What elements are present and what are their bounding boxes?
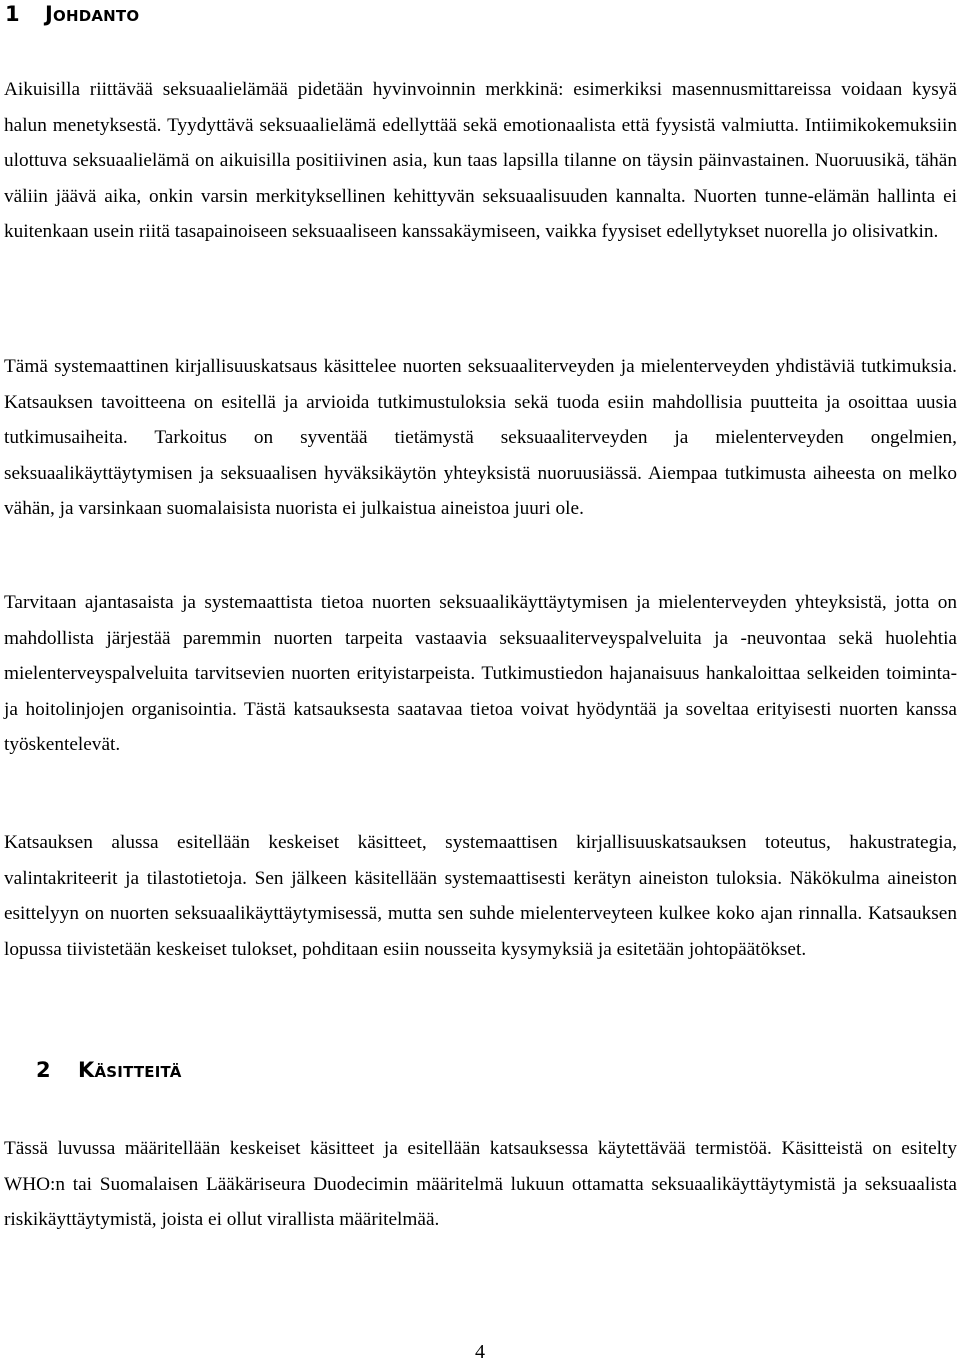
section-1-paragraph-1: Aikuisilla riittävää seksuaalielämää pidetään hyvinvoinnin merkkinä: esimerkiksi masennusmittareissa voidaan kysyä halun menetyksestä. Tyydyttävä seksuaalielämä edellyttää sekä emotionaalista että fyysistä valmiutta. Intiimikokemuksiin ulottuva seksuaalielämä on aikuisilla positiivinen asia, kun taas lapsilla tilanne on täysin päinvastainen. Nuoruusikä, tähän väliin jäävä aika, onkin varsin merkityksellinen kehittyvän seksuaalisuuden kannalta. Nuorten tunne-elämän hallinta ei kuitenkaan usein riitä tasapainoiseen seksuaaliseen kanssakäymiseen, vaikka fyysiset edellytykset nuorella jo olisivatkin. (4, 79, 957, 242)
section-1-paragraph-2: Tämä systemaattinen kirjallisuuskatsaus käsittelee nuorten seksuaaliterveyden ja mielenterveyden yhdistäviä tutkimuksia. Katsauksen tavoitteena on esitellä ja arvioida tutkimustuloksia sekä tuoda esiin mahdollisia puutteita ja osoittaa uusia tutkimusaiheita. Tarkoitus on syventää tietämystä seksuaaliterveyden ja mielenterveyden ongelmien, seksuaalikäyttäytymisen ja seksuaalisen hyväksikäytön yhteyksistä nuoruusiässä. Aiempaa tutkimusta aiheesta on melko vähän, ja varsinkaan suomalaisista nuorista ei julkaistua aineistoa juuri ole. (4, 356, 957, 519)
section-1-heading (5, 0, 139, 28)
section-2-heading (36, 1056, 182, 1084)
section-2-number: 2 (36, 1058, 51, 1082)
section-1-paragraph-3: Tarvitaan ajantasaista ja systemaattista tietoa nuorten seksuaalikäyttäytymisen ja mielenterveyden yhteyksistä, jotta on mahdollista järjestää paremmin nuorten tarpeita vastaavia seksuaaliterveyspalveluita ja -neuvontaa sekä huolehtia mielenterveyspalveluita tarvitsevien nuorten erityistarpeista. Tutkimustiedon hajanaisuus hankaloittaa selkeiden toiminta- ja hoitolinjojen organisointia. Tästä katsauksesta saatavaa tietoa voivat hyödyntää ja soveltaa erityisesti nuorten kanssa työskentelevät. (4, 592, 957, 755)
section-2-title: Käsitteitä (78, 1058, 182, 1082)
section-1-paragraph-4: Katsauksen alussa esitellään keskeiset käsitteet, systemaattisen kirjallisuuskatsauksen toteutus, hakustrategia, valintakriteerit ja tilastotietoja. Sen jälkeen käsitellään systemaattisesti kerätyn aineiston tuloksia. Näkökulma aineiston esittelyyn on nuorten seksuaalikäyttäytymisessä, mutta sen suhde mielenterveyteen kulkee koko ajan rinnalla. Katsauksen lopussa tiivistetään keskeiset tulokset, pohditaan esiin nousseita kysymyksiä ja esitetään johtopäätökset. (4, 832, 957, 960)
section-1-title: Johdanto (45, 2, 140, 26)
section-1-number: 1 (5, 2, 20, 26)
section-2-paragraph-1: Tässä luvussa määritellään keskeiset käsitteet ja esitellään katsauksessa käytettävää termistöä. Käsitteistä on esitelty WHO:n tai Suomalaisen Lääkäriseura Duodecimin määritelmä lukuun ottamatta seksuaalikäyttäytymistä ja seksuaalista riskikäyttäytymistä, joista ei ollut virallista määritelmää. (4, 1138, 957, 1230)
page-number: 4 (475, 1341, 485, 1363)
